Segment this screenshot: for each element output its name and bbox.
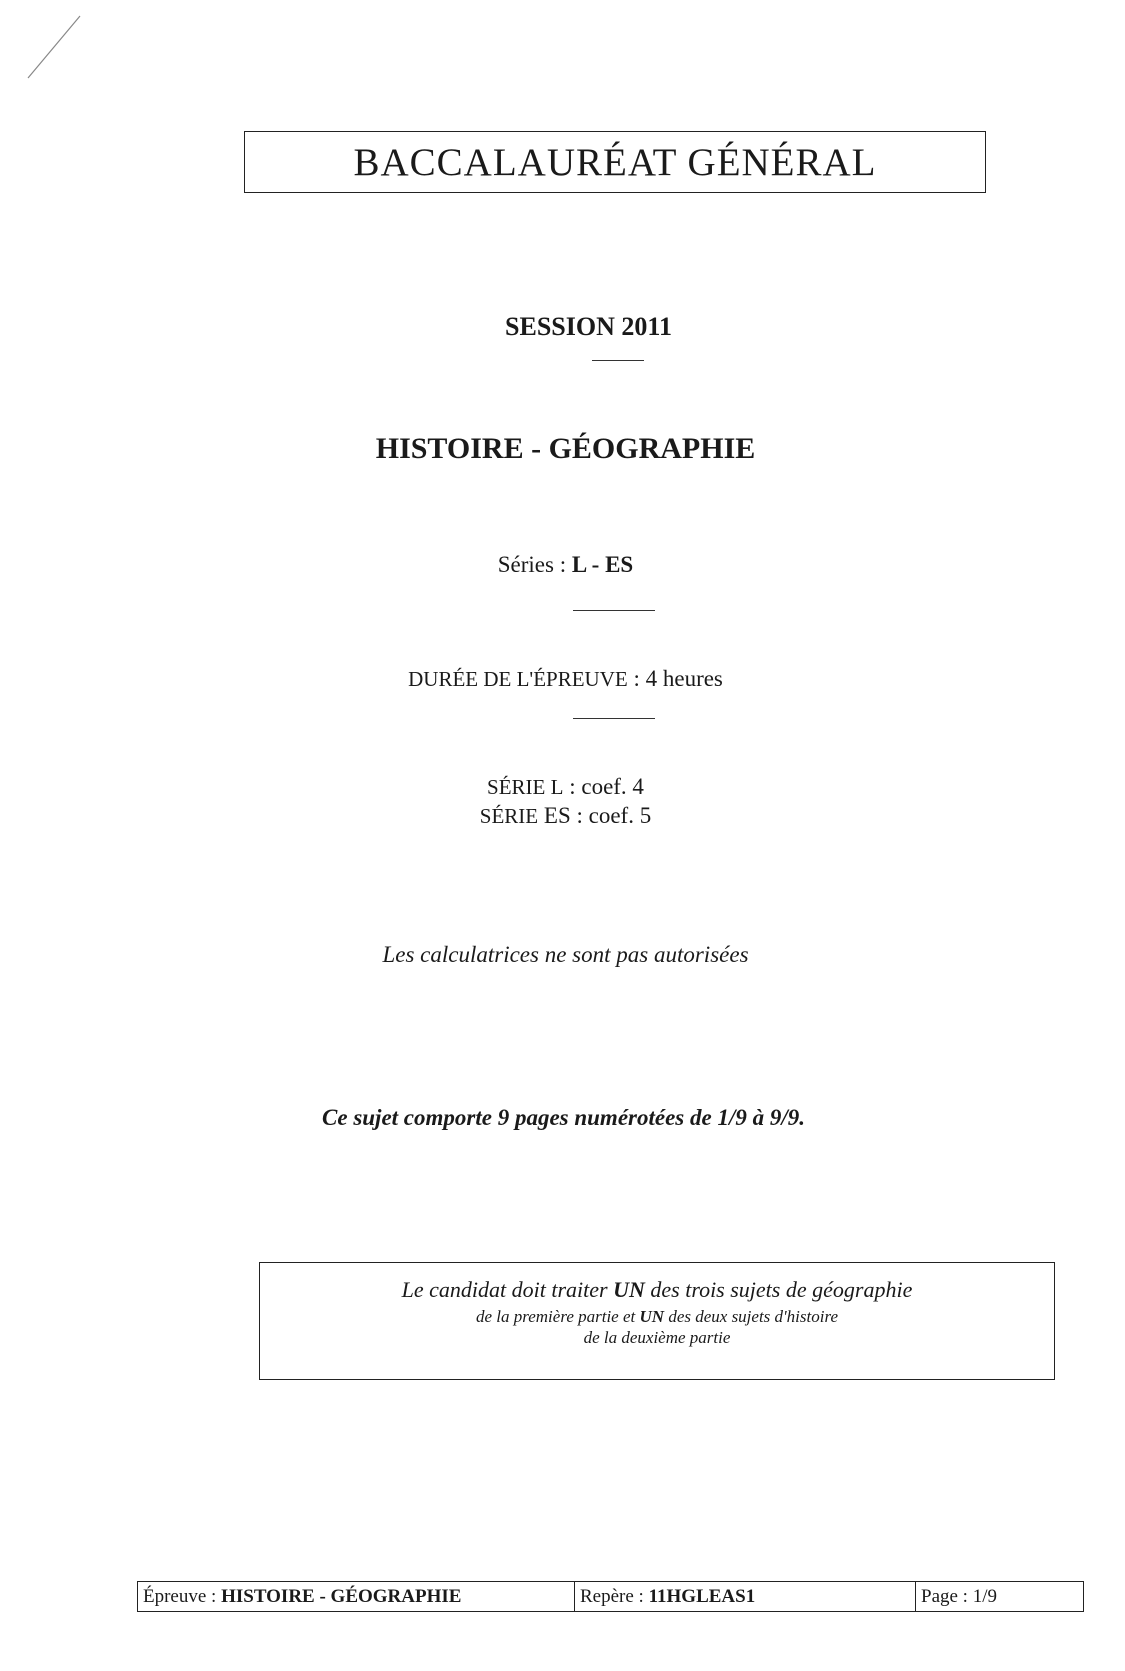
footer-repere-value: 11HGLEAS1 [648, 1585, 756, 1607]
footer-epreuve-value: HISTOIRE - GÉOGRAPHIE [221, 1585, 462, 1607]
instructions-emphasis: UN [613, 1277, 645, 1302]
duration-line [0, 666, 1125, 692]
footer-repere [575, 1582, 916, 1611]
instructions-box [259, 1262, 1055, 1380]
coefficient-label: SÉRIE [479, 804, 539, 828]
instructions-line-2 [260, 1307, 1054, 1327]
coefficient-series: ES [538, 803, 571, 828]
subject-title: HISTOIRE - GÉOGRAPHIE [375, 432, 756, 465]
duration-value: 4 heures [645, 666, 723, 691]
series-value: L - ES [571, 552, 634, 577]
footer-page-value: 1/9 [972, 1585, 997, 1607]
instructions-line-1 [260, 1277, 1054, 1303]
footer-table [137, 1581, 1084, 1612]
calculators-note: Les calculatrices ne sont pas autorisées [382, 942, 749, 967]
instructions-text: Le candidat doit traiter [401, 1277, 614, 1302]
coefficient-label: SÉRIE L [487, 775, 564, 799]
instructions-text: de la première partie et [475, 1307, 640, 1326]
session-label: SESSION 2011 [505, 312, 672, 341]
pen-stroke-mark [22, 12, 122, 82]
instructions-emphasis: UN [639, 1307, 665, 1326]
exam-title: BACCALAURÉAT GÉNÉRAL [353, 140, 877, 184]
coefficient-value: : coef. 5 [570, 803, 652, 828]
duration-label: DURÉE DE L'ÉPREUVE [408, 667, 628, 691]
coefficient-line-es [0, 803, 1125, 829]
instructions-line-3: de la deuxième partie [583, 1328, 731, 1347]
duration-separator: : [627, 666, 646, 691]
footer-page [916, 1582, 1083, 1611]
series-label: Séries : [497, 552, 572, 577]
footer-repere-label: Repère : [580, 1585, 644, 1607]
exam-title-box [244, 131, 986, 193]
divider [573, 718, 655, 719]
coefficient-value: : coef. 4 [563, 774, 644, 799]
pages-note: Ce sujet comporte 9 pages numérotées de 1/9 à 9/9. [322, 1105, 805, 1130]
instructions-text: des deux sujets d'histoire [664, 1307, 838, 1326]
divider [573, 610, 655, 611]
coefficient-line-l [0, 774, 1125, 800]
instructions-text: des trois sujets de géographie [644, 1277, 913, 1302]
divider [592, 360, 644, 361]
footer-epreuve-label: Épreuve : [143, 1585, 217, 1607]
footer-epreuve [138, 1582, 575, 1611]
series-line [0, 552, 1125, 578]
footer-page-label: Page : [921, 1585, 968, 1607]
